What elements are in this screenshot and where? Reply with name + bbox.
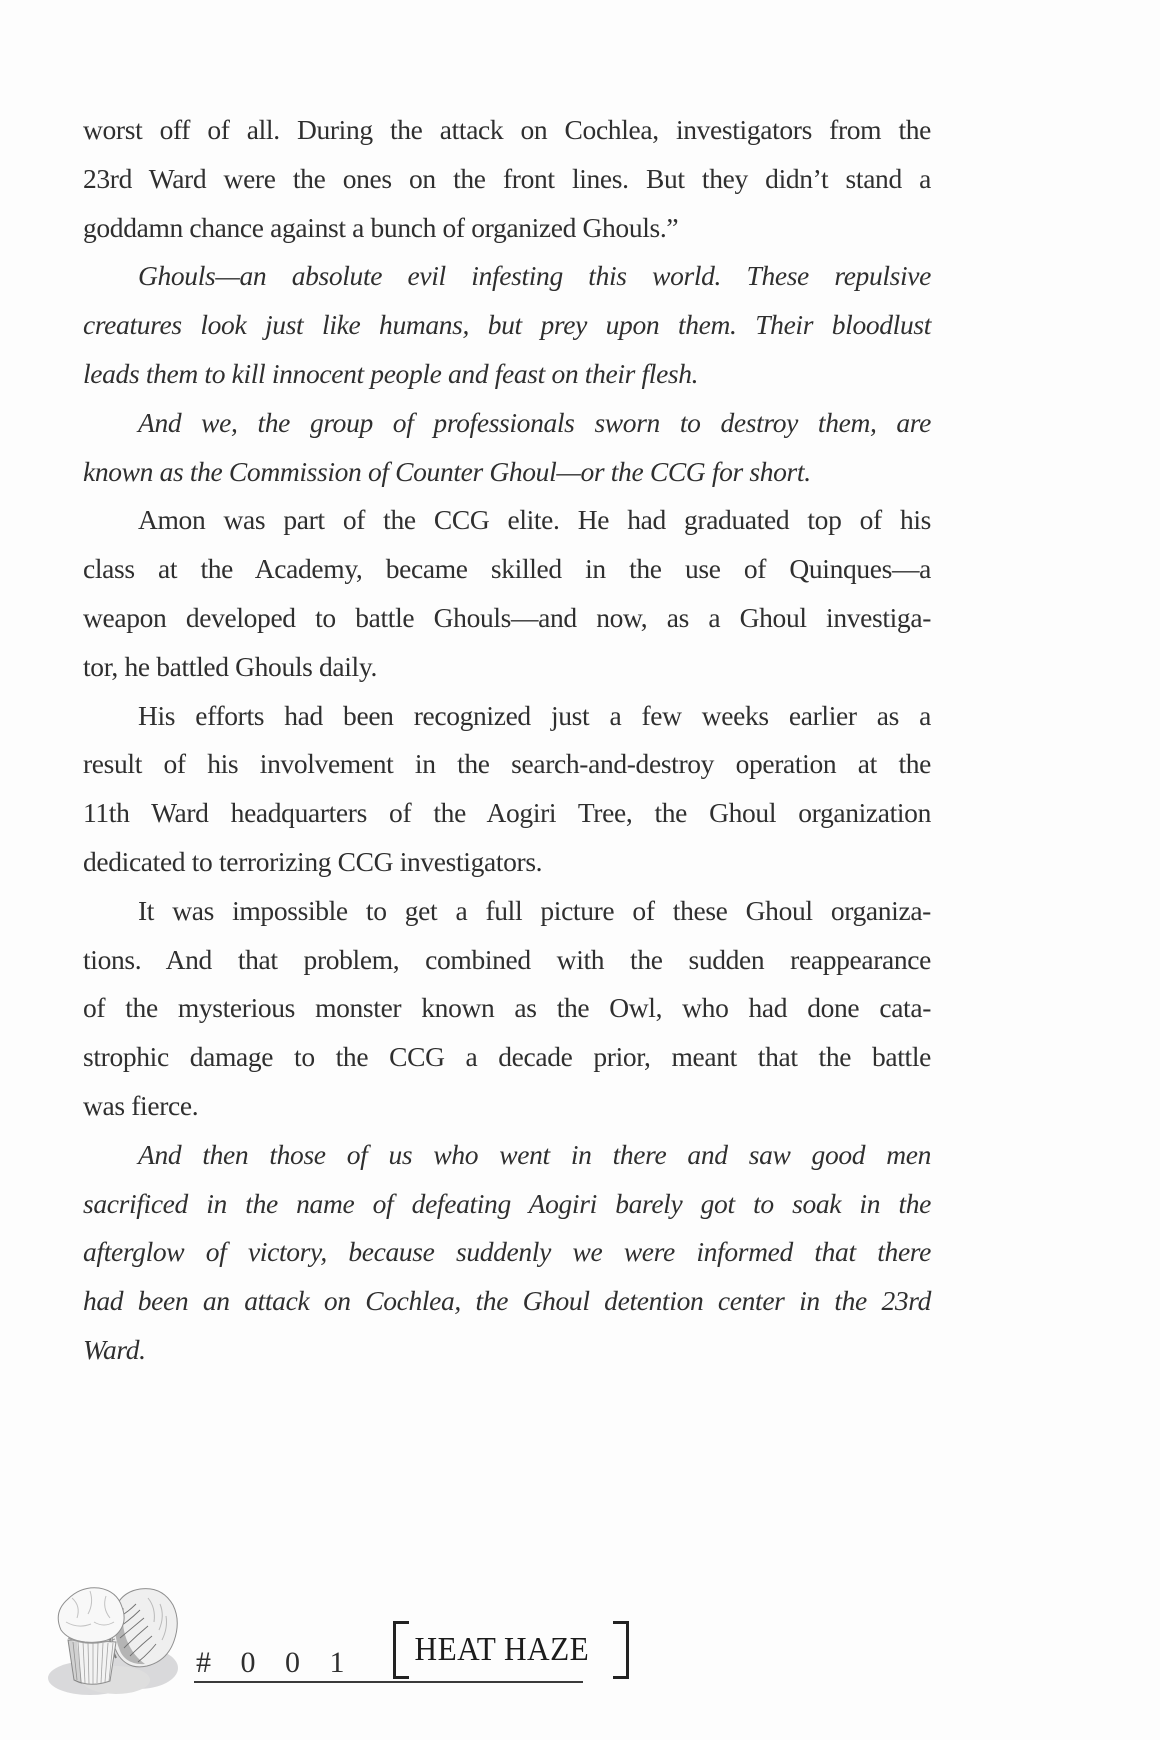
paragraph [83,1131,931,1375]
text-line: of the mysterious monster known as the Owl, who had done cata- [83,992,931,1024]
text-line: tions. And that problem, combined with the sudden reappearance [83,943,931,975]
bracket-left-icon [393,1621,409,1679]
text-line: creatures look just like humans, but prey upon them. Their bloodlust [83,309,931,341]
page-text [83,106,931,1375]
muffins-illustration [28,1578,180,1704]
paragraph [83,496,931,691]
chapter-title: HEAT HAZE [414,1631,590,1668]
text-line: result of his involvement in the search-and-destroy operation at the [83,748,931,780]
text-line: strophic damage to the CCG a decade prior, meant that the battle [83,1041,931,1073]
text-line: dedicated to terrorizing CCG investigators. [83,845,543,877]
text-line: tor, he battled Ghouls daily. [83,650,377,682]
text-line: weapon developed to battle Ghouls—and now, as a Ghoul investiga- [83,601,931,633]
text-line: 11th Ward headquarters of the Aogiri Tree, the Ghoul organization [83,797,931,829]
paragraph [83,692,931,887]
text-line: afterglow of victory, because suddenly we were informed that there [83,1236,931,1268]
text-line: sacrificed in the name of defeating Aogiri barely got to soak in the [83,1187,931,1219]
text-line: 23rd Ward were the ones on the front lines. But they didn’t stand a [83,162,931,194]
text-line: goddamn chance against a bunch of organized Ghouls.” [83,211,679,243]
text-line: was fierce. [83,1089,199,1121]
text-line: leads them to kill innocent people and feast on their flesh. [83,357,699,389]
text-line: Ward. [83,1333,146,1365]
chapter-heading [393,1621,629,1679]
footer [0,1570,1160,1740]
page-number: # 0 0 1 [196,1646,356,1679]
text-line: class at the Academy, became skilled in the use of Quinques—a [83,553,931,585]
paragraph [83,887,931,1131]
bracket-right-icon [613,1621,629,1679]
footer-rule [194,1681,583,1683]
text-line: known as the Commission of Counter Ghoul—or the CCG for short. [83,455,811,487]
paragraph [83,252,931,398]
text-line: His efforts had been recognized just a few weeks earlier as a [138,699,931,731]
text-line: And we, the group of professionals sworn to destroy them, are [138,406,931,438]
text-line: It was impossible to get a full picture of these Ghoul organiza- [138,894,931,926]
text-line: Amon was part of the CCG elite. He had graduated top of his [138,504,931,536]
paragraph [83,106,931,252]
text-line: had been an attack on Cochlea, the Ghoul detention center in the 23rd [83,1285,931,1317]
text-line: Ghouls—an absolute evil infesting this world. These repulsive [138,260,931,292]
text-line: And then those of us who went in there and saw good men [138,1138,931,1170]
paragraph [83,399,931,497]
text-line: worst off of all. During the attack on Cochlea, investigators from the [83,114,931,145]
